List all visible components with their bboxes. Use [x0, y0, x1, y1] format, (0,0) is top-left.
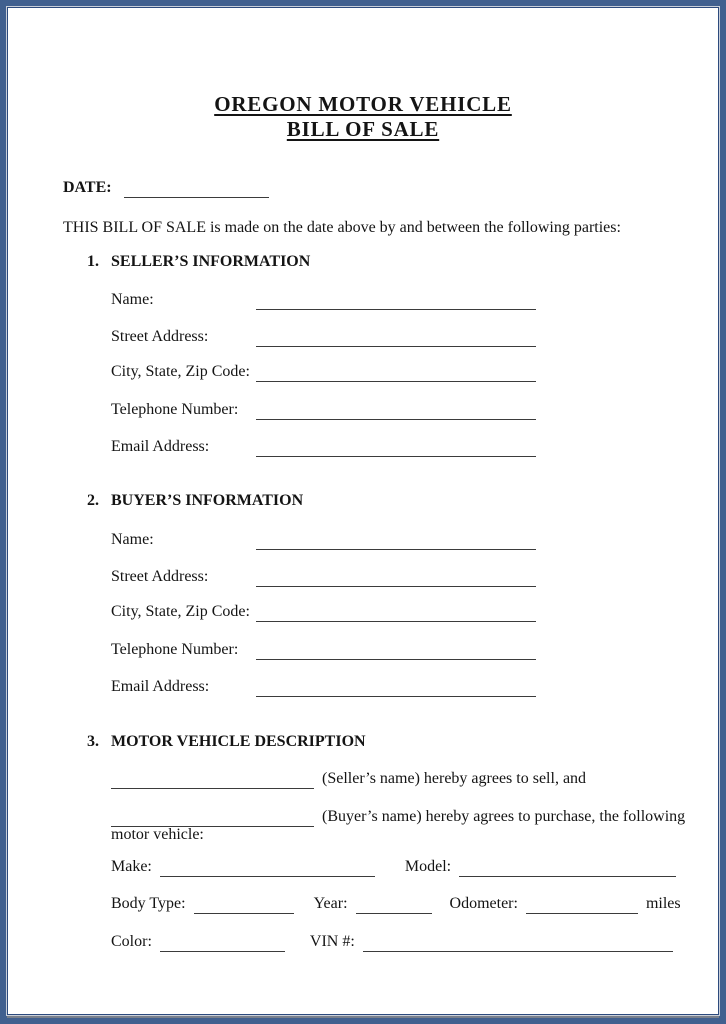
field-row-seller-name: [111, 290, 536, 310]
make-model-row: [111, 857, 676, 877]
odometer-label: Odometer:: [449, 895, 518, 912]
field-label: Telephone Number:: [111, 401, 239, 418]
field-label: Email Address:: [111, 438, 210, 455]
field-row-buyer-name: [111, 530, 536, 550]
date-label: DATE:: [63, 179, 112, 196]
buyer-clause-row: [111, 807, 685, 827]
seller-email-blank-line[interactable]: [256, 441, 536, 457]
field-row-buyer-email: [111, 677, 536, 697]
field-row-buyer-street: [111, 567, 536, 587]
field-label: Street Address:: [111, 328, 209, 345]
buyer-clause-continuation: motor vehicle:: [111, 826, 204, 843]
buyer-name-blank-line[interactable]: [256, 534, 536, 550]
year-blank-line[interactable]: [356, 898, 432, 914]
seller-name-clause-blank-line[interactable]: [111, 773, 314, 789]
color-vin-row: [111, 932, 673, 952]
body-type-label: Body Type:: [111, 895, 186, 912]
section-heading: BUYER’S INFORMATION: [111, 492, 304, 509]
model-blank-line[interactable]: [459, 861, 676, 877]
buyer-clause-text: (Buyer’s name) hereby agrees to purchase, the following: [322, 808, 686, 825]
color-label: Color:: [111, 933, 152, 950]
field-row-buyer-telephone: [111, 640, 536, 660]
vin-blank-line[interactable]: [363, 936, 673, 952]
document-page: [7, 7, 719, 1015]
document-title: [8, 92, 718, 142]
field-label: Telephone Number:: [111, 641, 239, 658]
buyer-street-address-blank-line[interactable]: [256, 571, 536, 587]
field-row-seller-email: [111, 437, 536, 457]
field-row-seller-telephone: [111, 400, 536, 420]
seller-city-state-zip-blank-line[interactable]: [256, 366, 536, 382]
seller-street-address-blank-line[interactable]: [256, 331, 536, 347]
vin-label: VIN #:: [309, 933, 355, 950]
field-label: Name:: [111, 291, 154, 308]
color-blank-line[interactable]: [160, 936, 285, 952]
buyer-city-state-zip-blank-line[interactable]: [256, 606, 536, 622]
section-heading: MOTOR VEHICLE DESCRIPTION: [111, 733, 366, 750]
buyer-telephone-blank-line[interactable]: [256, 644, 536, 660]
seller-name-blank-line[interactable]: [256, 294, 536, 310]
field-label: Name:: [111, 531, 154, 548]
buyer-email-blank-line[interactable]: [256, 681, 536, 697]
make-blank-line[interactable]: [160, 861, 375, 877]
field-row-buyer-city: [111, 602, 536, 622]
field-label: City, State, Zip Code:: [111, 603, 250, 620]
section-buyers-heading: [87, 491, 303, 511]
field-row-seller-city: [111, 362, 536, 382]
section-number: 3.: [87, 733, 99, 750]
section-heading: SELLER’S INFORMATION: [111, 253, 311, 270]
date-blank-line[interactable]: [124, 182, 269, 198]
body-type-blank-line[interactable]: [194, 898, 294, 914]
year-label: Year:: [313, 895, 348, 912]
title-line-2: BILL OF SALE: [286, 117, 440, 141]
odometer-miles-suffix: miles: [645, 895, 681, 912]
make-label: Make:: [111, 858, 152, 875]
section-number: 2.: [87, 492, 99, 509]
section-sellers-heading: [87, 252, 310, 272]
date-row: [63, 178, 269, 198]
seller-clause-text: (Seller’s name) hereby agrees to sell, and: [322, 770, 587, 787]
field-label: City, State, Zip Code:: [111, 363, 250, 380]
body-year-odometer-row: [111, 894, 681, 914]
section-vehicle-heading: [87, 732, 366, 752]
section-number: 1.: [87, 253, 99, 270]
title-line-1: OREGON MOTOR VEHICLE: [214, 92, 512, 116]
odometer-blank-line[interactable]: [526, 898, 638, 914]
model-label: Model:: [404, 858, 452, 875]
field-label: Email Address:: [111, 678, 210, 695]
field-label: Street Address:: [111, 568, 209, 585]
seller-telephone-blank-line[interactable]: [256, 404, 536, 420]
seller-clause-row: [111, 769, 586, 789]
field-row-seller-street: [111, 327, 536, 347]
intro-text: THIS BILL OF SALE is made on the date above by and between the following parties:: [63, 219, 621, 236]
